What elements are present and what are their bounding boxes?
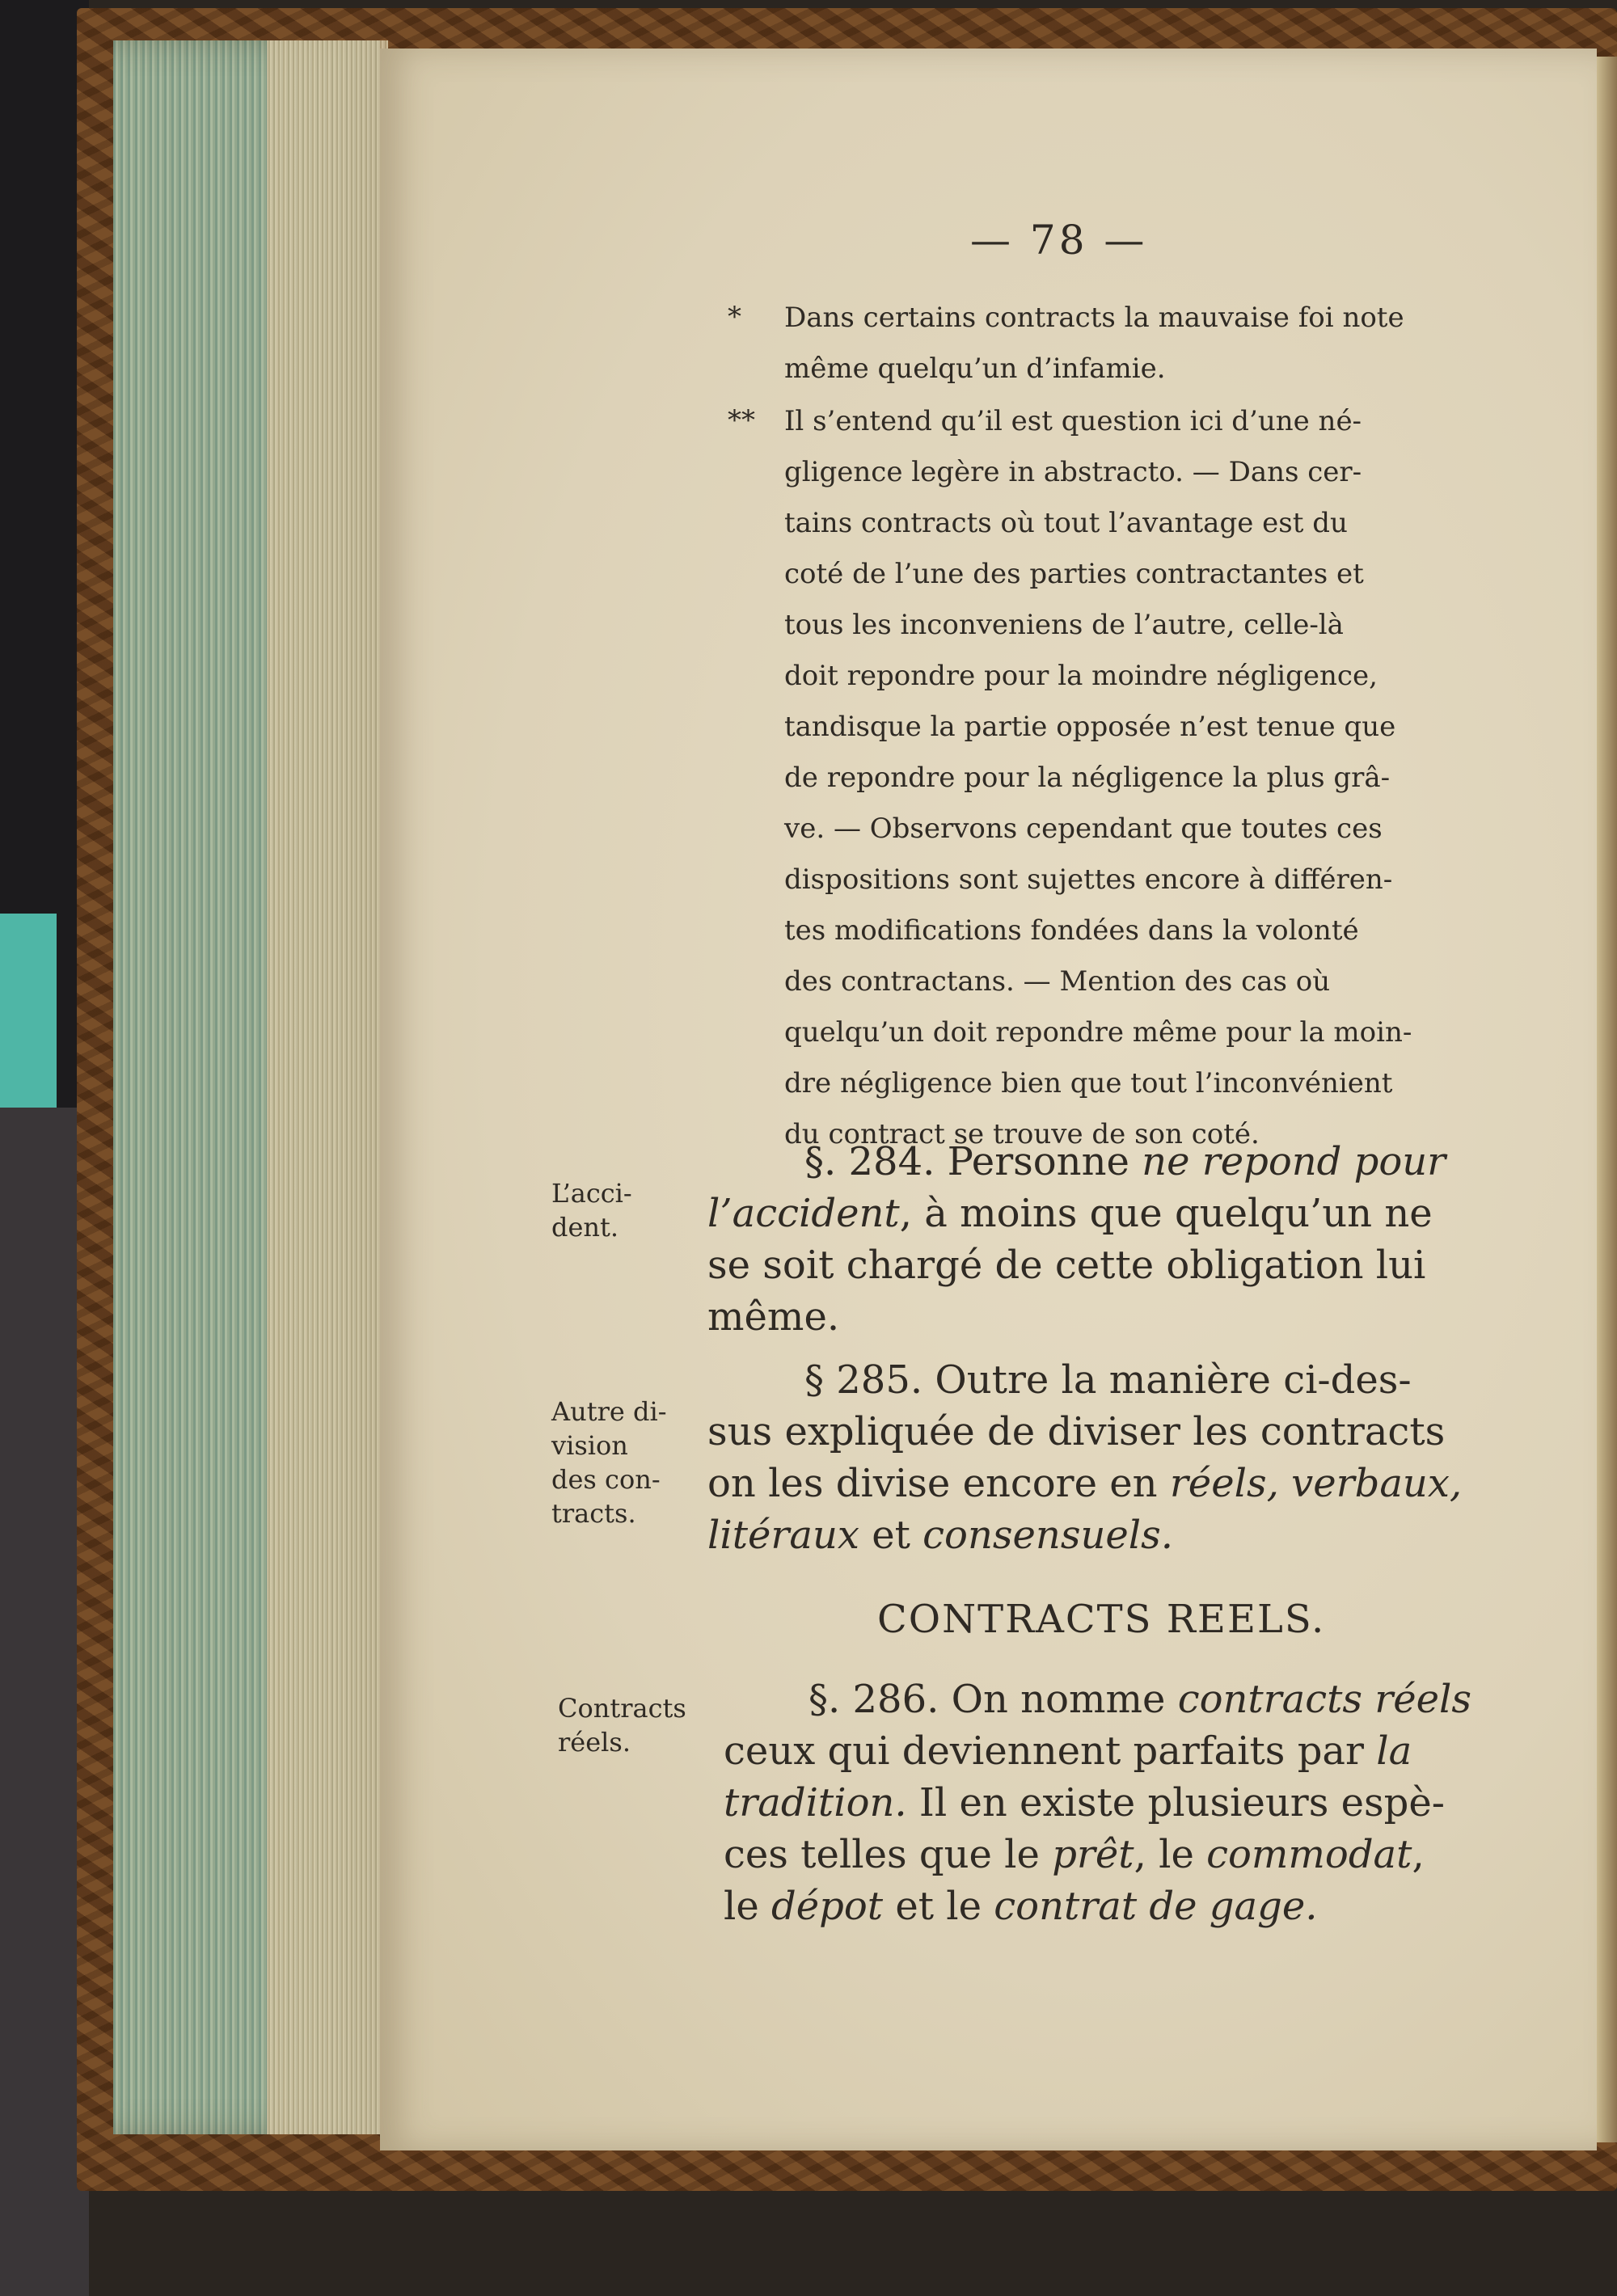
margin-note: Autre di- xyxy=(551,1396,667,1427)
body-line xyxy=(724,1777,1445,1829)
background-lower-left xyxy=(0,1108,89,2296)
footnote-2-line: de repondre pour la négligence la plus grâ- xyxy=(784,762,1391,794)
footnote-2-line: tes modifications fondées dans la volonté xyxy=(784,914,1359,947)
margin-note: réels. xyxy=(558,1727,631,1758)
text-run: , à moins que quelqu’un ne xyxy=(899,1191,1433,1236)
margin-note: L’acci- xyxy=(551,1178,632,1209)
footnote-2-line: tous les inconveniens de l’autre, celle-là xyxy=(784,609,1344,641)
body-line xyxy=(707,1188,1433,1239)
text-run: tradition. xyxy=(724,1780,907,1825)
text-run: commodat xyxy=(1206,1832,1412,1877)
text-run: , le xyxy=(1134,1832,1207,1877)
footnote-2-line: des contractans. — Mention des cas où xyxy=(784,965,1331,998)
text-run: sus expliquée de diviser les contracts xyxy=(707,1409,1446,1454)
body-line xyxy=(707,1509,1173,1561)
text-run: le xyxy=(724,1884,772,1929)
footnote-2-line: quelqu’un doit repondre même pour la moin- xyxy=(784,1016,1412,1049)
text-run: même. xyxy=(707,1294,840,1340)
footnote-2-line: Il s’entend qu’il est question ici d’une né- xyxy=(784,405,1362,437)
text-run: ceux qui deviennent parfaits par xyxy=(724,1728,1377,1774)
text-run: et le xyxy=(883,1884,994,1929)
text-run: prêt xyxy=(1052,1832,1134,1877)
text-run: §. 284. Personne xyxy=(804,1139,1142,1184)
section-heading: CONTRACTS REELS. xyxy=(877,1597,1326,1642)
body-line xyxy=(804,1136,1446,1188)
footnote-mark: ** xyxy=(728,404,755,437)
footnote-mark: * xyxy=(728,301,741,333)
text-run: §. 286. On nomme xyxy=(808,1677,1178,1722)
footnote-2-line: tains contracts où tout l’avantage est du xyxy=(784,507,1348,539)
footnote-2-line: ve. — Observons cependant que toutes ces xyxy=(784,812,1383,845)
footnote-2-line: doit repondre pour la moindre négligence, xyxy=(784,660,1378,692)
text-run: Il en existe plusieurs espè- xyxy=(906,1780,1445,1825)
footnote-2-line: dispositions sont sujettes encore à différen- xyxy=(784,863,1393,896)
text-run: la xyxy=(1376,1728,1412,1774)
text-run: § 285. Outre la manière ci-des- xyxy=(804,1357,1412,1403)
text-run: , xyxy=(1412,1832,1425,1877)
page-gutter xyxy=(1597,57,1617,2142)
text-run: on les divise encore en xyxy=(707,1461,1170,1506)
text-run: consensuels. xyxy=(922,1513,1174,1558)
margin-note: tracts. xyxy=(551,1498,636,1529)
body-line xyxy=(724,1725,1412,1777)
body-line xyxy=(724,1829,1425,1880)
footnote-2-line: tandisque la partie opposée n’est tenue que xyxy=(784,711,1396,743)
text-run: ne repond pour xyxy=(1142,1139,1446,1184)
text-run: contracts réels xyxy=(1177,1677,1472,1722)
body-line xyxy=(808,1673,1471,1725)
footnote-1-line: Dans certains contracts la mauvaise foi note xyxy=(784,302,1404,334)
footnote-2-line: coté de l’une des parties contractantes et xyxy=(784,558,1364,590)
body-line xyxy=(724,1880,1318,1932)
body-line xyxy=(707,1291,839,1343)
page-edges-inner xyxy=(267,40,388,2134)
body-line xyxy=(707,1458,1462,1509)
text-run: réels, verbaux, xyxy=(1169,1461,1463,1506)
text-run: litéraux xyxy=(707,1513,859,1558)
text-run: dépot xyxy=(771,1884,884,1929)
page-number: — 78 — xyxy=(970,217,1148,264)
margin-note: dent. xyxy=(551,1212,619,1243)
text-run: contrat de gage. xyxy=(994,1884,1318,1929)
background-cyan-strip xyxy=(0,914,57,1108)
margin-note: des con- xyxy=(551,1464,661,1495)
footnote-1-line: même quelqu’un d’infamie. xyxy=(784,352,1166,385)
footnote-2-line: du contract se trouve de son coté. xyxy=(784,1118,1260,1150)
body-line xyxy=(707,1406,1445,1458)
body-line xyxy=(804,1354,1412,1406)
footnote-2-line: dre négligence bien que tout l’inconvénient xyxy=(784,1067,1393,1099)
margin-note: Contracts xyxy=(558,1693,686,1724)
text-run: l’accident xyxy=(707,1191,900,1236)
text-run: se soit chargé de cette obligation lui xyxy=(707,1243,1426,1288)
margin-note: vision xyxy=(551,1430,628,1461)
text-run: ces telles que le xyxy=(724,1832,1053,1877)
body-line xyxy=(707,1239,1425,1291)
text-run: et xyxy=(859,1513,923,1558)
footnote-2-line: gligence legère in abstracto. — Dans cer- xyxy=(784,456,1362,488)
